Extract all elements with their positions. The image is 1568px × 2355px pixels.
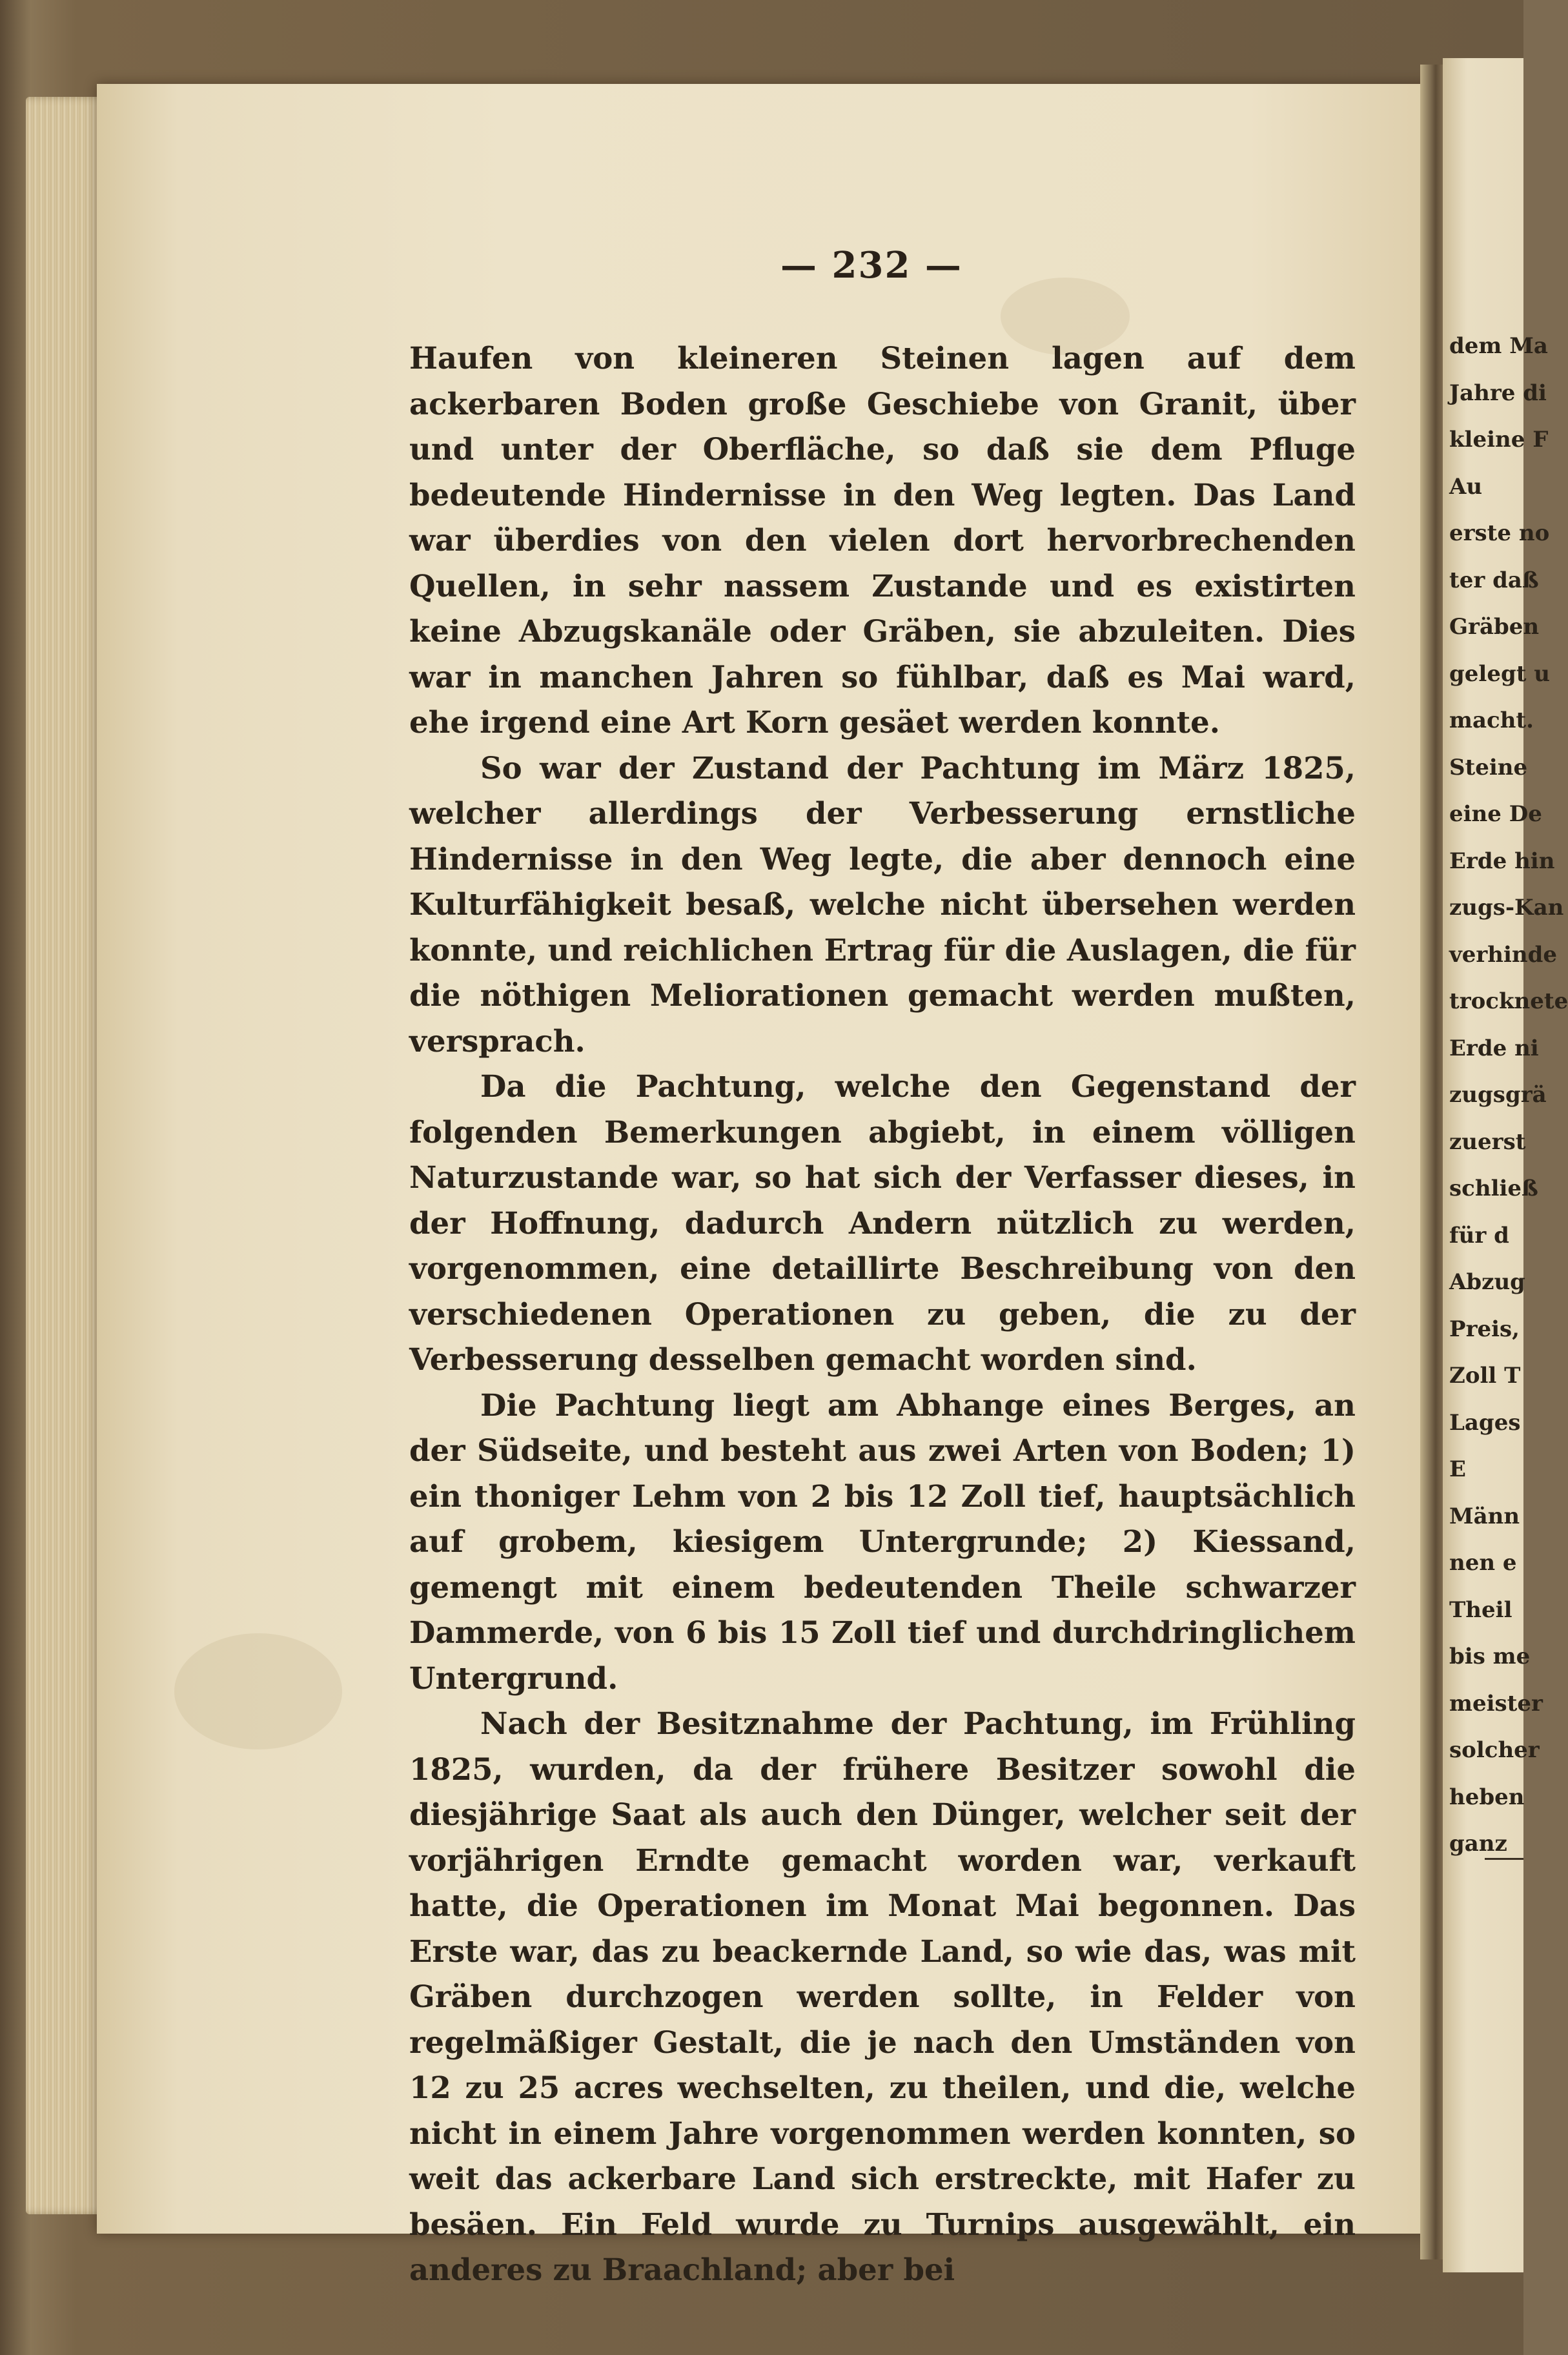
facing-line: Abzug xyxy=(1449,1269,1525,1295)
paper-stain xyxy=(174,1633,342,1749)
facing-line: Gräben xyxy=(1449,614,1540,640)
facing-line: Erde hin xyxy=(1449,848,1555,874)
facing-page-text xyxy=(1449,323,1568,1868)
facing-line: verhinde xyxy=(1449,941,1558,968)
facing-line: zuerst xyxy=(1449,1128,1526,1155)
facing-line: kleine F xyxy=(1449,427,1549,453)
book-gutter xyxy=(1420,65,1446,2259)
facing-line: nen e xyxy=(1449,1550,1517,1576)
facing-line: gelegt u xyxy=(1449,660,1550,687)
facing-line: trocknete xyxy=(1449,988,1568,1014)
facing-line: Zoll T xyxy=(1449,1363,1521,1389)
paragraph: Da die Pachtung, welche den Gegenstand der folgenden Bemerkungen abgiebt, in einem völligen Naturzustande war, so hat sich der Verfasser dieses, in der Hoffnung, dadurch Andern nützlich zu werden, vorgenommen, eine detaillirte Beschreibung von den verschiedenen Operationen zu geben, die zu der Verbesserung desselben gemacht worden sind. xyxy=(409,1068,1356,1377)
facing-line: eine De xyxy=(1449,801,1542,827)
facing-line: Erde ni xyxy=(1449,1035,1539,1061)
facing-line: meister xyxy=(1449,1690,1543,1717)
facing-line: zugsgrä xyxy=(1449,1082,1547,1108)
facing-line: Jahre di xyxy=(1449,380,1547,406)
facing-line: erste no xyxy=(1449,520,1550,546)
paragraph: Nach der Besitznahme der Pachtung, im Frühling 1825, wurden, da der frühere Besitzer sowohl die diesjährige Saat als auch den Dünger, welcher seit der vorjährigen Erndte gemacht worden war, verkauft hatte, die Operationen im Monat Mai begonnen. Das Erste war, das zu beackernde Land, so wie das, was mit Gräben durchzogen werden sollte, in Felder von regelmäßiger Gestalt, die je nach den Umständen von 12 zu 25 acres wechselten, zu theilen, und die, welche nicht in einem Jahre vorgenommen werden konnten, so weit das ackerbare Land sich erstreckte, mit Hafer zu besäen. Ein Feld wurde zu Turnips ausgewählt, ein anderes zu Braachland; aber bei xyxy=(409,1706,1356,2287)
facing-line: heben xyxy=(1449,1784,1525,1810)
facing-line: Theil xyxy=(1449,1596,1512,1623)
body-text xyxy=(409,336,1356,2293)
facing-line: E xyxy=(1449,1456,1466,1482)
page-number: — 232 — xyxy=(780,244,962,287)
facing-line: dem Ma xyxy=(1449,333,1548,359)
facing-line: für d xyxy=(1449,1222,1509,1249)
paragraph: Die Pachtung liegt am Abhange eines Berges, an der Südseite, und besteht aus zwei Arten von Boden; 1) ein thoniger Lehm von 2 bis 12 Zoll tief, hauptsächlich auf grobem, kiesigem Untergrunde; 2) Kiessand, gemengt mit einem bedeutenden Theile schwarzer Dammerde, von 6 bis 15 Zoll tief und durchdringlichem Untergrund. xyxy=(409,1387,1356,1696)
facing-line: Steine xyxy=(1449,754,1528,780)
facing-line: Lages xyxy=(1449,1409,1521,1436)
facing-line: zugs-Kan xyxy=(1449,895,1564,921)
facing-line: macht. xyxy=(1449,708,1534,733)
facing-line: schließ xyxy=(1449,1176,1538,1201)
facing-line: bis me xyxy=(1449,1644,1531,1669)
facing-line: Au xyxy=(1449,473,1483,500)
facing-line: ganz xyxy=(1449,1831,1507,1857)
facing-page-rule xyxy=(1485,1858,1523,1860)
facing-line: Männ xyxy=(1449,1503,1520,1529)
facing-line: solcher xyxy=(1449,1737,1540,1763)
paragraph: So war der Zustand der Pachtung im März 1825, welcher allerdings der Verbesserung ernstliche Hindernisse in den Weg legte, die aber dennoch eine Kulturfähigkeit besaß, welche nicht übersehen werden konnte, und reichlichen Ertrag für die Auslagen, die für die nöthigen Meliorationen gemacht werden mußten, versprach. xyxy=(409,749,1356,1059)
facing-line: Preis, xyxy=(1449,1316,1520,1342)
paragraph: Haufen von kleineren Steinen lagen auf dem ackerbaren Boden große Geschiebe von Granit, über und unter der Oberfläche, so daß sie dem Pfluge bedeutende Hindernisse in den Weg legten. Das Land war überdies von den vielen dort hervorbrechenden Quellen, in sehr nassem Zustande und es existirten keine Abzugskanäle oder Gräben, sie abzuleiten. Dies war in manchen Jahren so fühlbar, daß es Mai ward, ehe irgend eine Art Korn gesäet werden konnte. xyxy=(409,340,1356,740)
facing-line: ter daß xyxy=(1449,567,1539,593)
